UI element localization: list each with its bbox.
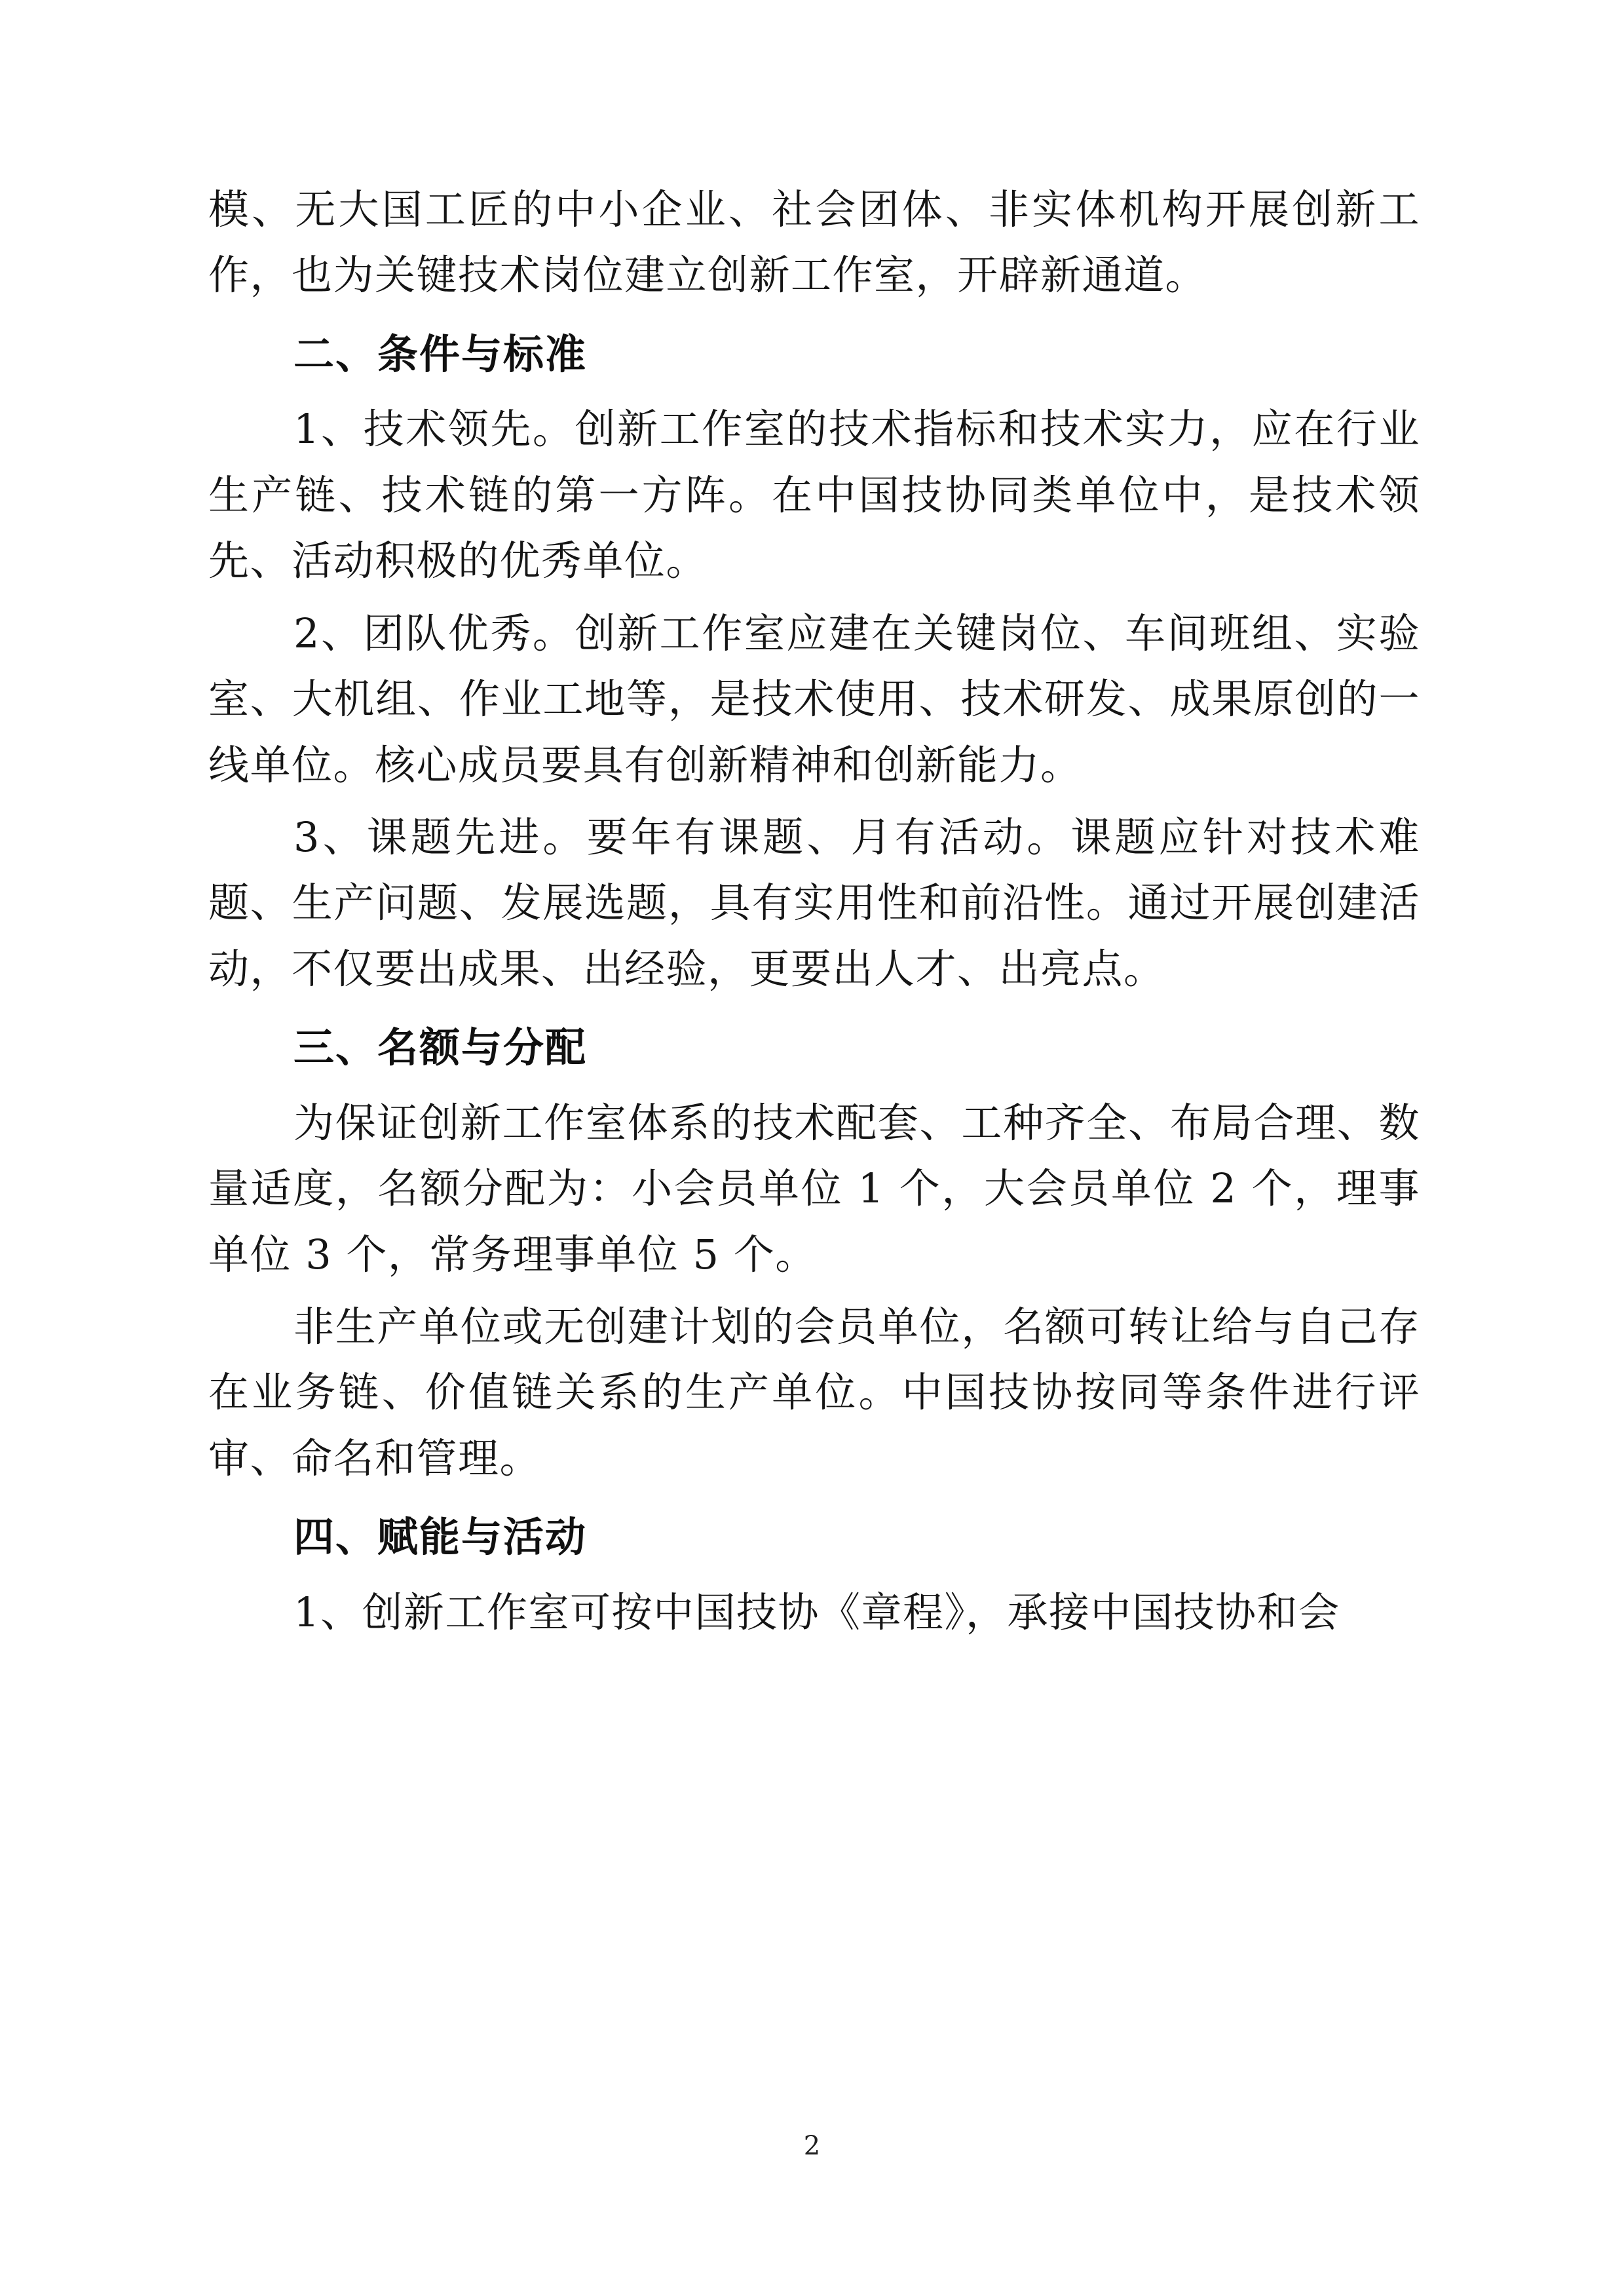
paragraph-quota-allocation: 为保证创新工作室体系的技术配套、工种齐全、布局合理、数量适度，名额分配为：小会员单位 1 个，大会员单位 2 个，理事单位 3 个，常务理事单位 5 个。 <box>208 1098 1420 1278</box>
paragraph-continuation: 模、无大国工匠的中小企业、社会团体、非实体机构开展创新工作，也为关键技术岗位建立创新工作室，开辟新通道。 <box>208 185 1420 299</box>
section-heading-two: 二、条件与标准 <box>293 330 588 378</box>
paragraph-quota-transfer: 非生产单位或无创建计划的会员单位，名额可转让给与自己存在业务链、价值链关系的生产单位。中国技协按同等条件进行评审、命名和管理。 <box>208 1303 1420 1482</box>
document-body <box>208 177 1420 1652</box>
paragraph-item-2: 2、团队优秀。创新工作室应建在关键岗位、车间班组、实验室、大机组、作业工地等，是技术使用、技术研发、成果原创的一线单位。核心成员要具有创新精神和创新能力。 <box>208 609 1420 789</box>
section-heading-three: 三、名额与分配 <box>293 1024 588 1072</box>
paragraph-item-4-1: 1、创新工作室可按中国技协《章程》，承接中国技协和会 <box>293 1588 1340 1636</box>
paragraph-item-3: 3、课题先进。要年有课题、月有活动。课题应针对技术难题、生产问题、发展选题，具有实用性和前沿性。通过开展创建活动，不仅要出成果、出经验，更要出人才、出亮点。 <box>208 813 1420 993</box>
page-number: 2 <box>803 2131 821 2161</box>
section-heading-four: 四、赋能与活动 <box>293 1513 588 1561</box>
paragraph-item-1: 1、技术领先。创新工作室的技术指标和技术实力，应在行业生产链、技术链的第一方阵。在中国技协同类单位中，是技术领先、活动积极的优秀单位。 <box>208 405 1420 585</box>
